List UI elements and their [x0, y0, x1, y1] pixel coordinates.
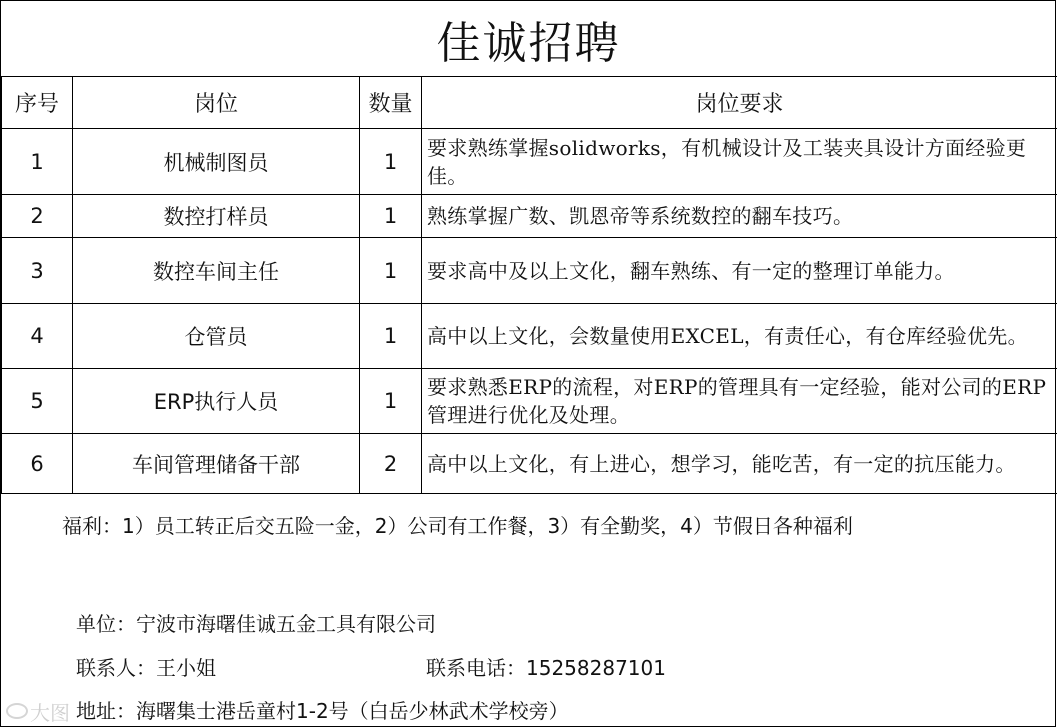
- table-row: [2, 195, 1057, 238]
- row-seq: 5: [2, 369, 73, 434]
- footer-info: [1, 492, 1057, 728]
- row-requirement: 要求熟悉ERP的流程，对ERP的管理具有一定经验，能对公司的ERP管理进行优化及处理。: [422, 369, 1057, 434]
- row-count: 1: [360, 129, 422, 195]
- row-seq: 4: [2, 304, 73, 369]
- row-position: 车间管理储备干部: [73, 434, 360, 494]
- job-table: [1, 76, 1057, 494]
- row-count: 1: [360, 369, 422, 434]
- contact-person-text: 联系人：王小姐: [76, 656, 216, 680]
- table-row: [2, 238, 1057, 304]
- page-title: 佳诚招聘: [1, 1, 1056, 77]
- row-position: 机械制图员: [73, 129, 360, 195]
- row-requirement: 要求熟练掌握solidworks，有机械设计及工装夹具设计方面经验更佳。: [422, 129, 1057, 195]
- row-position: 数控打样员: [73, 195, 360, 238]
- row-requirement: 高中以上文化，会数量使用EXCEL，有责任心，有仓库经验优先。: [422, 304, 1057, 369]
- address-text: 地址：海曙集士港岳童村1-2号（白岳少林武术学校旁）: [76, 699, 569, 723]
- header-requirements: 岗位要求: [422, 77, 1057, 129]
- row-requirement: 高中以上文化，有上进心，想学习，能吃苦，有一定的抗压能力。: [422, 434, 1057, 494]
- table-row: [2, 129, 1057, 195]
- table-row: [2, 304, 1057, 369]
- row-seq: 6: [2, 434, 73, 494]
- row-position: ERP执行人员: [73, 369, 360, 434]
- row-requirement: 熟练掌握广数、凯恩帝等系统数控的翻车技巧。: [422, 195, 1057, 238]
- table-row: [2, 434, 1057, 494]
- table-header-row: [2, 77, 1057, 129]
- company-text: 单位：宁波市海曙佳诚五金工具有限公司: [76, 612, 436, 636]
- benefits-text: 福利：1）员工转正后交五险一金，2）公司有工作餐，3）有全勤奖，4）节假日各种福利: [62, 514, 853, 538]
- header-position: 岗位: [73, 77, 360, 129]
- row-count: 1: [360, 304, 422, 369]
- watermark-text: 大图: [30, 700, 70, 725]
- contact-phone-text: 联系电话：15258287101: [426, 656, 666, 680]
- table-row: [2, 369, 1057, 434]
- watermark: [6, 697, 80, 725]
- row-count: 2: [360, 434, 422, 494]
- row-requirement: 要求高中及以上文化，翻车熟练、有一定的整理订单能力。: [422, 238, 1057, 304]
- row-seq: 1: [2, 129, 73, 195]
- row-position: 仓管员: [73, 304, 360, 369]
- row-position: 数控车间主任: [73, 238, 360, 304]
- row-seq: 2: [2, 195, 73, 238]
- row-count: 1: [360, 238, 422, 304]
- watermark-logo-icon: [6, 703, 28, 719]
- row-count: 1: [360, 195, 422, 238]
- row-seq: 3: [2, 238, 73, 304]
- header-count: 数量: [360, 77, 422, 129]
- header-seq: 序号: [2, 77, 73, 129]
